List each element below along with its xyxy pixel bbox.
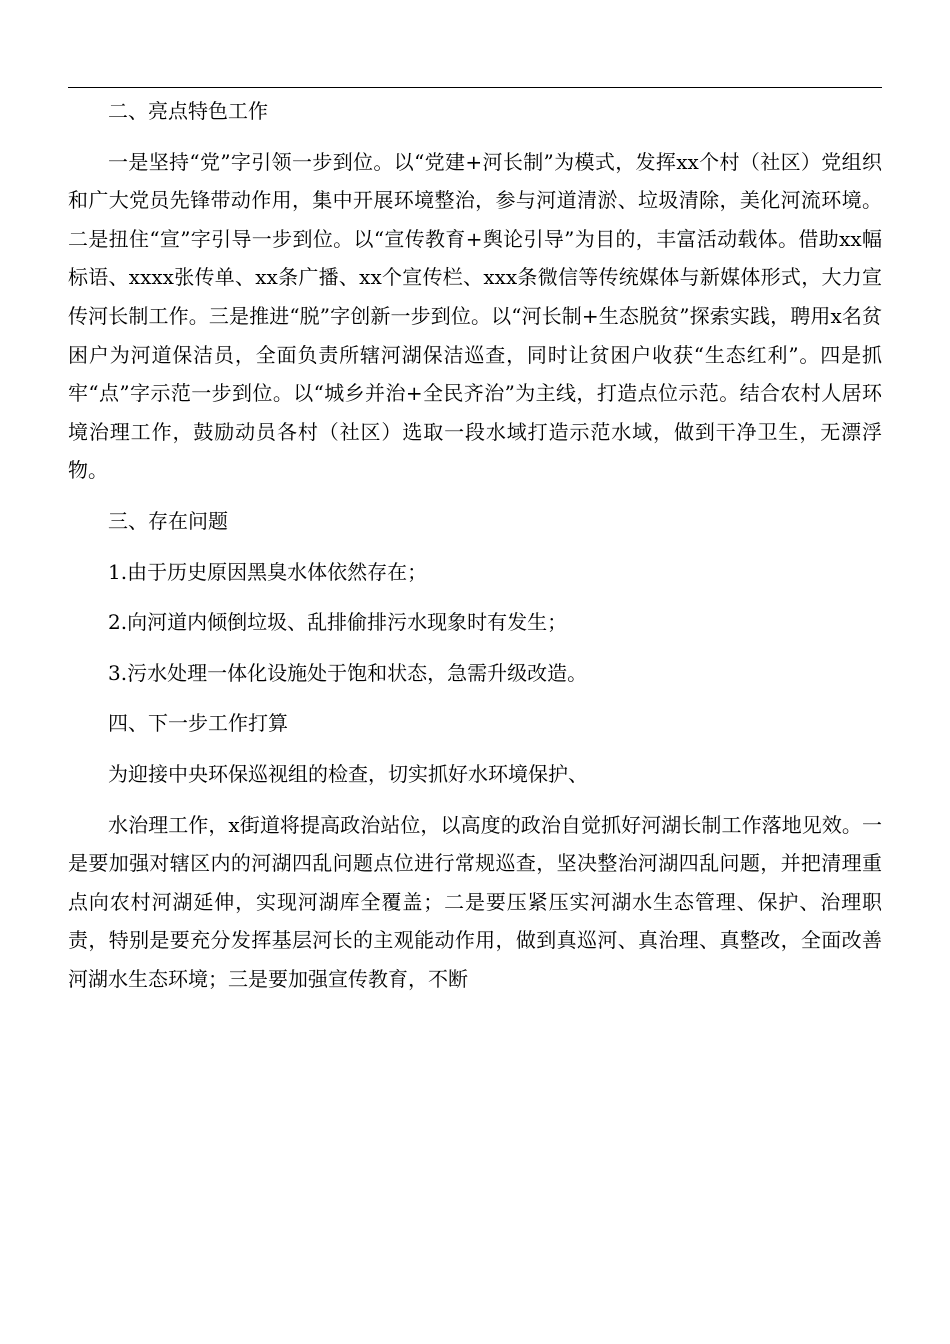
section-heading-3: 三、存在问题 <box>108 508 228 533</box>
section-heading-2: 二、亮点特色工作 <box>108 99 268 123</box>
section-heading-4: 四、下一步工作打算 <box>108 711 288 736</box>
document-body <box>68 92 882 998</box>
body-paragraph-intro: 为迎接中央环保巡视组的检查，切实抓好水环境保护、 <box>108 761 588 786</box>
problem-item-3: 3.污水处理一体化设施处于饱和状态，急需升级改造。 <box>108 660 588 685</box>
problem-item-1: 1.由于历史原因黑臭水体依然存在； <box>108 559 428 584</box>
body-paragraph-highlights: 一是坚持“党”字引领一步到位。以“党建+河长制”为模式，发挥xx个村（社区）党组织和广大党员先锋带动作用，集中开展环境整治，参与河道清淤、垃圾清除，美化河流环境。二是扭住“宣”字引导一步到位。以“宣传教育+舆论引导”为目的，丰富活动载体。借助xx幅标语、xxxx张传单、xx条广播、xx个宣传栏、xxx条微信等传统媒体与新媒体形式，大力宣传河长制工作。三是推进“脱”字创新一步到位。以“河长制+生态脱贫”探索实践，聘用x名贫困户为河道保洁员，全面负责所辖河湖保洁巡查，同时让贫困户收获“生态红利”。四是抓牢“点”字示范一步到位。以“城乡并治+全民齐治”为主线，打造点位示范。结合农村人居环境治理工作，鼓励动员各村（社区）选取一段水域打造示范水域，做到干净卫生，无漂浮物。 <box>68 149 882 483</box>
problem-item-2: 2.向河道内倾倒垃圾、乱排偷排污水现象时有发生； <box>108 610 568 635</box>
body-paragraph-plan: 水治理工作，x街道将提高政治站位，以高度的政治自觉抓好河湖长制工作落地见效。一是要加强对辖区内的河湖四乱问题点位进行常规巡查，坚决整治河湖四乱问题，并把清理重点向农村河湖延伸，实现河湖库全覆盖；二是要压紧压实河湖水生态管理、保护、治理职责，特别是要充分发挥基层河长的主观能动作用，做到真巡河、真治理、真整改，全面改善河湖水生态环境；三是要加强宣传教育，不断 <box>68 812 882 991</box>
header-rule <box>68 87 882 88</box>
